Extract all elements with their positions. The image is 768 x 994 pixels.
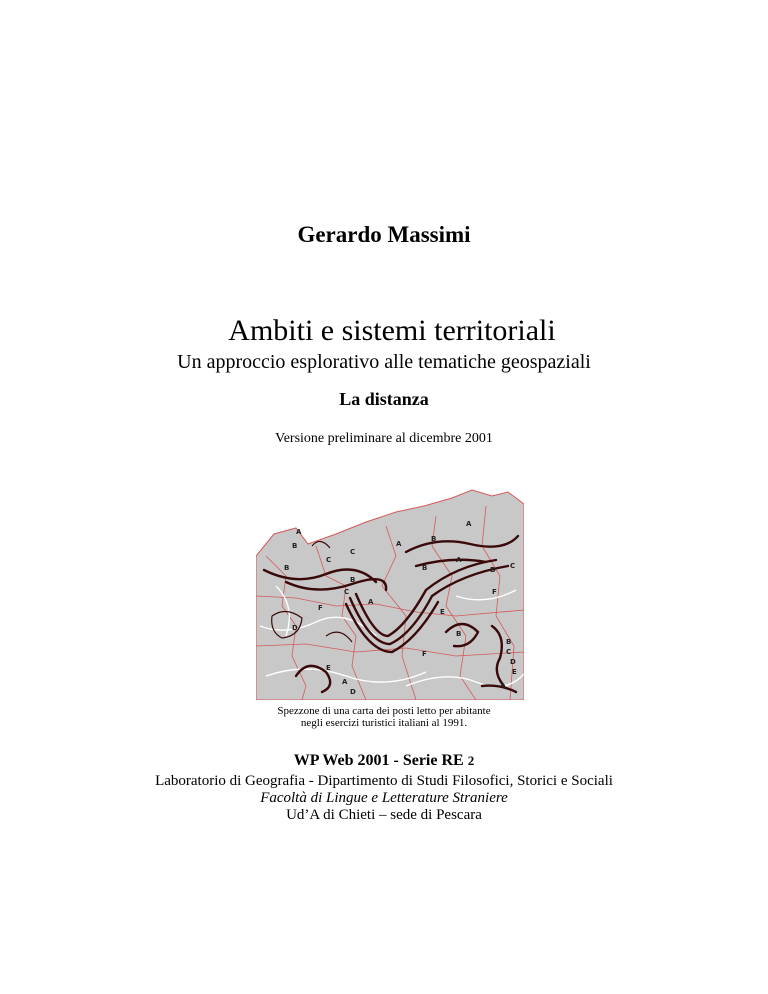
svg-text:B: B bbox=[292, 542, 298, 550]
caption-line-2: negli esercizi turistici italiani al 1991. bbox=[300, 717, 468, 729]
svg-text:A: A bbox=[368, 598, 374, 606]
map-graphic bbox=[256, 486, 524, 700]
series-number: 2 bbox=[467, 753, 475, 768]
caption-line-1: Spezzone di una carta dei posti letto per abitante bbox=[277, 705, 491, 717]
series-main: WP Web 2001 - Serie RE bbox=[293, 752, 464, 769]
svg-text:D: D bbox=[350, 688, 356, 696]
institution-block bbox=[0, 773, 768, 824]
svg-text:E: E bbox=[512, 668, 517, 676]
svg-text:B: B bbox=[456, 630, 462, 638]
svg-text:D: D bbox=[292, 624, 298, 632]
svg-text:A: A bbox=[456, 556, 462, 564]
version-note: Versione preliminare al dicembre 2001 bbox=[275, 431, 493, 446]
svg-text:D: D bbox=[510, 658, 516, 666]
svg-text:B: B bbox=[431, 535, 437, 543]
svg-text:B: B bbox=[350, 576, 356, 584]
svg-text:A: A bbox=[396, 540, 402, 548]
lab-line-2: Facoltà di Lingue e Letterature Straniere bbox=[260, 790, 508, 806]
svg-text:D: D bbox=[490, 566, 496, 574]
svg-text:C: C bbox=[510, 562, 516, 570]
lab-line-3: Ud’A di Chieti – sede di Pescara bbox=[286, 807, 482, 823]
svg-text:C: C bbox=[326, 556, 332, 564]
document-subtitle: Un approccio esplorativo alle tematiche geospaziali bbox=[177, 351, 591, 373]
section-title: La distanza bbox=[339, 389, 429, 409]
svg-text:A: A bbox=[342, 678, 348, 686]
svg-text:A: A bbox=[466, 520, 472, 528]
svg-text:F: F bbox=[422, 650, 427, 658]
svg-text:E: E bbox=[440, 608, 445, 616]
author-name: Gerardo Massimi bbox=[297, 222, 471, 247]
svg-text:C: C bbox=[344, 588, 350, 596]
lab-line-1: Laboratorio di Geografia - Dipartimento di Studi Filosofici, Storici e Sociali bbox=[155, 773, 613, 789]
svg-text:A: A bbox=[500, 682, 506, 690]
svg-text:B: B bbox=[284, 564, 290, 572]
svg-text:F: F bbox=[492, 588, 497, 596]
map-land bbox=[256, 490, 524, 700]
svg-text:C: C bbox=[506, 648, 512, 656]
svg-text:C: C bbox=[350, 548, 356, 556]
svg-text:F: F bbox=[318, 604, 323, 612]
svg-text:B: B bbox=[422, 564, 428, 572]
svg-text:E: E bbox=[326, 664, 331, 672]
isoline-map-image bbox=[256, 486, 524, 700]
series-label bbox=[0, 752, 768, 770]
map-caption bbox=[0, 705, 768, 729]
svg-text:A: A bbox=[296, 528, 302, 536]
document-title: Ambiti e sistemi territoriali bbox=[228, 314, 556, 347]
svg-text:B: B bbox=[506, 638, 512, 646]
